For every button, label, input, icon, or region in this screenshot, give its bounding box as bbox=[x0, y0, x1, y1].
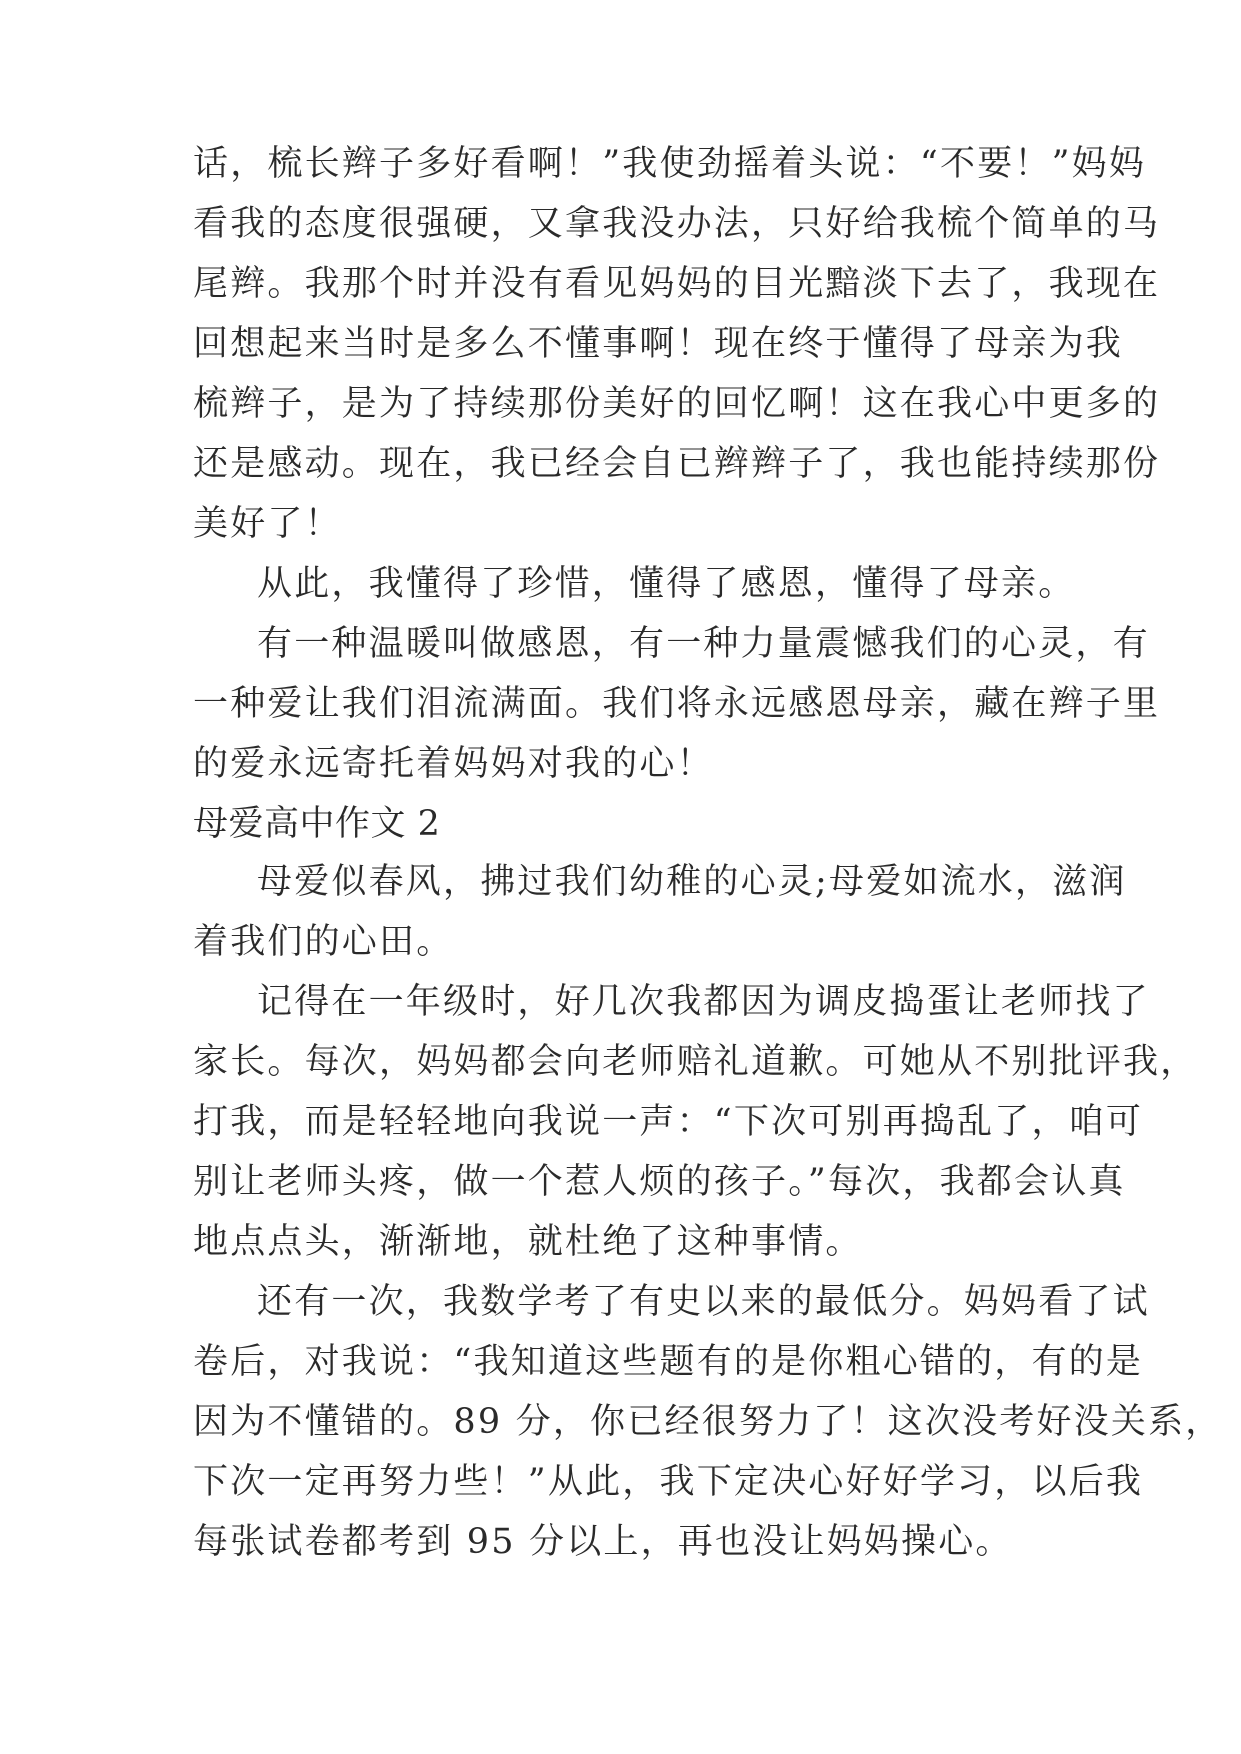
paragraph-first-line: 母爱似春风，拂过我们幼稚的心灵;母爱如流水，滋润 bbox=[257, 862, 1127, 902]
paragraph-first-line: 还有一次，我数学考了有史以来的最低分。妈妈看了试 bbox=[257, 1282, 1150, 1322]
paragraph-first-line: 有一种温暖叫做感恩，有一种力量震憾我们的心灵，有 bbox=[257, 624, 1150, 664]
text-line: 下次一定再努力些！”从此，我下定决心好好学习，以后我 bbox=[193, 1462, 1144, 1502]
paragraph-first-line: 从此，我懂得了珍惜，懂得了感恩，懂得了母亲。 bbox=[257, 564, 1076, 604]
text-line: 每张试卷都考到 95 分以上，再也没让妈妈操心。 bbox=[193, 1522, 1013, 1562]
text-line: 话，梳长辫子多好看啊！”我使劲摇着头说：“不要！”妈妈 bbox=[193, 144, 1147, 184]
text-line: 回想起来当时是多么不懂事啊！现在终于懂得了母亲为我 bbox=[193, 324, 1124, 364]
text-line: 美好了！ bbox=[193, 504, 342, 544]
document-body bbox=[193, 134, 1223, 1572]
text-line: 打我，而是轻轻地向我说一声：“下次可别再捣乱了，咱可 bbox=[193, 1102, 1144, 1142]
paragraph-first-line: 记得在一年级时，好几次我都因为调皮捣蛋让老师找了 bbox=[257, 982, 1150, 1022]
section-title: 母爱高中作文 2 bbox=[193, 804, 441, 844]
text-line: 家长。每次，妈妈都会向老师赔礼道歉。可她从不别批评我， bbox=[193, 1042, 1198, 1082]
text-line: 梳辫子，是为了持续那份美好的回忆啊！这在我心中更多的 bbox=[193, 384, 1161, 424]
text-line: 还是感动。现在，我已经会自已辫辫子了，我也能持续那份 bbox=[193, 444, 1161, 484]
text-line: 看我的态度很强硬，又拿我没办法，只好给我梳个简单的马 bbox=[193, 204, 1161, 244]
text-line: 因为不懂错的。89 分，你已经很努力了！这次没考好没关系， bbox=[193, 1402, 1223, 1442]
text-line: 卷后，对我说：“我知道这些题有的是你粗心错的，有的是 bbox=[193, 1342, 1144, 1382]
text-line: 的爱永远寄托着妈妈对我的心！ bbox=[193, 744, 714, 784]
text-line: 别让老师头疼，做一个惹人烦的孩子。”每次，我都会认真 bbox=[193, 1162, 1126, 1202]
text-line: 一种爱让我们泪流满面。我们将永远感恩母亲，藏在辫子里 bbox=[193, 684, 1161, 724]
text-line: 尾辫。我那个时并没有看见妈妈的目光黯淡下去了，我现在 bbox=[193, 264, 1161, 304]
text-line: 着我们的心田。 bbox=[193, 922, 454, 962]
text-line: 地点点头，渐渐地，就杜绝了这种事情。 bbox=[193, 1222, 863, 1262]
